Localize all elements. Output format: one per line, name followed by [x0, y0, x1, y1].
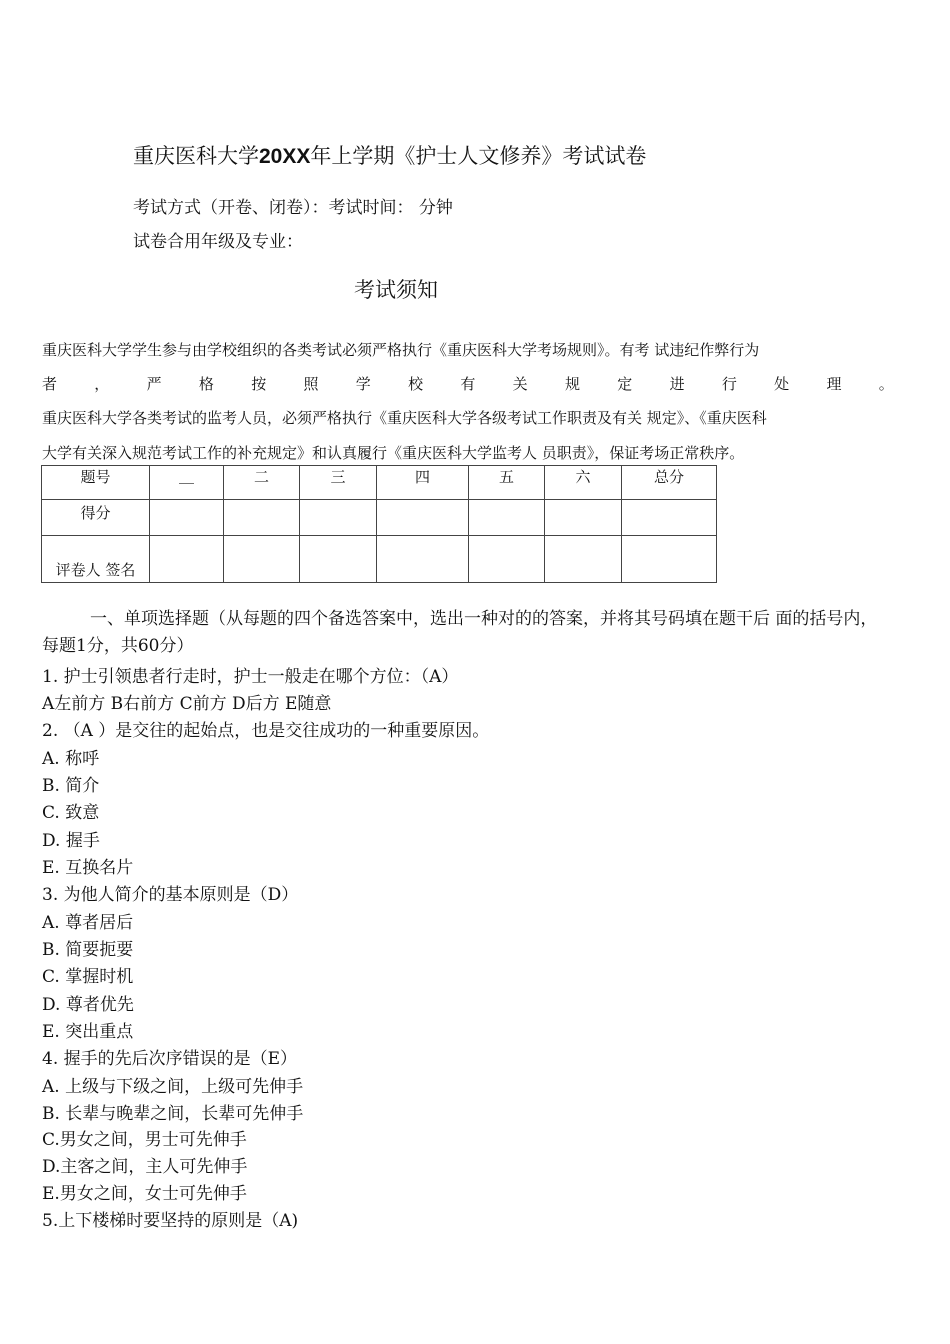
notice-char: 行	[721, 375, 737, 393]
notice-char: 理	[826, 375, 842, 393]
exam-mode-line: 考试方式（开卷、闭卷）：考试时间： 分钟	[133, 198, 453, 218]
grader-cell[interactable]	[469, 536, 545, 583]
header-cell: 三	[300, 466, 377, 500]
header-cell: 题号	[42, 466, 150, 500]
title-prefix: 重庆医科大学	[133, 144, 259, 168]
question-line: 2. （A ）是交往的起始点，也是交往成功的一种重要原因。	[42, 721, 490, 741]
section-1-intro: 一、单项选择题（从每题的四个备选答案中，选出一种对的的答案，并将其号码填在题干后 面的括号内，每题1分，共60分）	[42, 609, 878, 656]
notice-char: 校	[408, 375, 424, 393]
question-line: 1. 护士引领患者行走时，护士一般走在哪个方位：（A）	[42, 667, 459, 687]
grader-cell[interactable]	[622, 536, 717, 583]
grader-cell[interactable]	[545, 536, 622, 583]
notice-char: 按	[251, 375, 267, 393]
title-year: 20XX	[259, 145, 311, 168]
notice-char: 定	[617, 375, 633, 393]
score-cell[interactable]	[150, 500, 224, 536]
score-cell[interactable]	[545, 500, 622, 536]
question-line: D. 握手	[42, 831, 100, 851]
score-cell[interactable]	[300, 500, 377, 536]
question-line: B. 简要扼要	[42, 940, 134, 960]
notice-char: 。	[878, 375, 894, 393]
grader-cell[interactable]	[224, 536, 300, 583]
grader-row	[42, 536, 717, 583]
grader-cell[interactable]	[377, 536, 469, 583]
question-line: B. 长辈与晚辈之间，长辈可先伸手	[42, 1104, 304, 1124]
header-cell: 五	[469, 466, 545, 500]
grader-cell[interactable]	[150, 536, 224, 583]
question-line: C. 致意	[42, 803, 100, 823]
score-table	[41, 465, 717, 583]
header-cell: 二	[224, 466, 300, 500]
question-line: D.主客之间，主人可先伸手	[42, 1157, 248, 1177]
score-cell[interactable]	[377, 500, 469, 536]
score-cell[interactable]	[622, 500, 717, 536]
notice-char: 严	[146, 375, 162, 393]
header-cell: __	[150, 466, 224, 500]
score-row	[42, 500, 717, 536]
question-line: A. 尊者居后	[42, 913, 134, 933]
question-line: B. 简介	[42, 776, 100, 796]
notice-char: 有	[460, 375, 476, 393]
notice-char: ，	[94, 375, 110, 393]
header-cell: 四	[377, 466, 469, 500]
header-cell: 六	[545, 466, 622, 500]
exam-title	[133, 140, 646, 170]
grader-cell[interactable]	[300, 536, 377, 583]
question-line: E.男女之间，女士可先伸手	[42, 1184, 247, 1204]
question-line: A左前方 B右前方 C前方 D后方 E随意	[42, 694, 332, 714]
question-line: E. 突出重点	[42, 1022, 134, 1042]
title-suffix: 年上学期《护士人文修养》考试试卷	[310, 144, 647, 168]
notice-line-1: 重庆医科大学学生参与由学校组织的各类考试必须严格执行《重庆医科大学考场规则》。有考 试违纪作弊行为	[42, 341, 760, 359]
notice-char: 进	[669, 375, 685, 393]
question-line: E. 互换名片	[42, 858, 134, 878]
question-line: 5.上下楼梯时要坚持的原则是（A)	[42, 1211, 299, 1231]
notice-line-4: 大学有关深入规范考试工作的补充规定》和认真履行《重庆医科大学监考人 员职责》，保证考场正常秩序。	[42, 444, 745, 462]
notice-char: 者	[42, 375, 58, 393]
question-line: D. 尊者优先	[42, 995, 134, 1015]
question-line: A. 称呼	[42, 749, 100, 769]
notice-heading: 考试须知	[354, 278, 438, 302]
notice-char: 规	[564, 375, 580, 393]
score-cell[interactable]	[469, 500, 545, 536]
question-line: 3. 为他人简介的基本原则是（D）	[42, 885, 299, 905]
question-line: 4. 握手的先后次序错误的是（E）	[42, 1049, 298, 1069]
notice-char: 关	[512, 375, 528, 393]
notice-line-2	[42, 373, 894, 394]
score-table-header-row	[42, 466, 717, 500]
question-line: C.男女之间，男士可先伸手	[42, 1130, 247, 1150]
grader-row-label: 评卷人 签名	[42, 536, 150, 583]
score-row-label: 得分	[42, 500, 150, 536]
notice-char: 处	[774, 375, 790, 393]
notice-char: 照	[303, 375, 319, 393]
notice-char: 格	[198, 375, 214, 393]
question-line: A. 上级与下级之间，上级可先伸手	[42, 1077, 304, 1097]
question-line: C. 掌握时机	[42, 967, 134, 987]
score-cell[interactable]	[224, 500, 300, 536]
notice-char: 学	[355, 375, 371, 393]
header-cell: 总分	[622, 466, 717, 500]
notice-line-3: 重庆医科大学各类考试的监考人员，必须严格执行《重庆医科大学各级考试工作职责及有关 规定》、《重庆医科	[42, 409, 767, 427]
grade-major-line: 试卷合用年级及专业：	[133, 232, 303, 252]
